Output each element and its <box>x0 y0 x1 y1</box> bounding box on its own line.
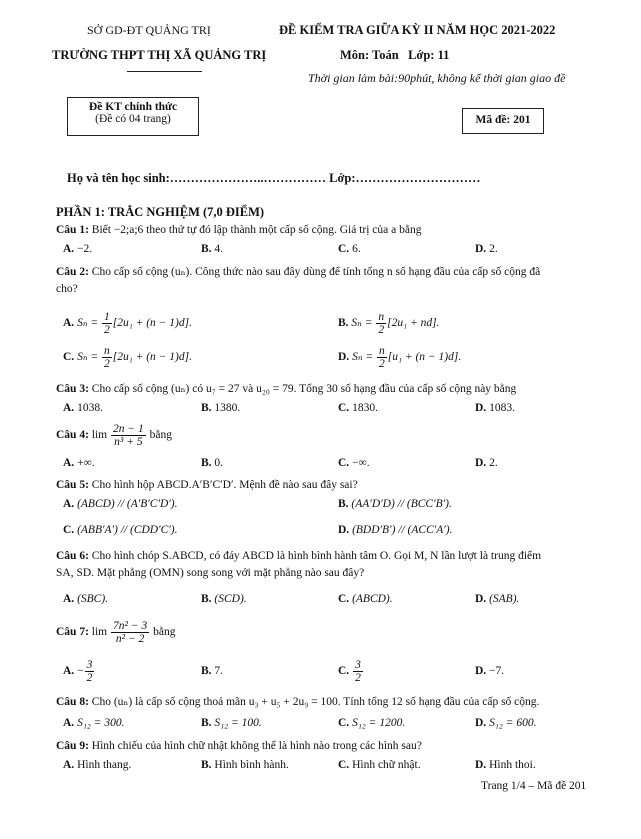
q8-option-d[interactable]: D. S₁₂ = 600. <box>475 717 537 729</box>
code-box <box>462 108 544 134</box>
q7-option-c[interactable]: C. $\frac{3}{2}$ <box>338 659 361 684</box>
q7-option-d[interactable]: D. −7. <box>475 665 505 677</box>
question-6 <box>56 548 611 582</box>
q8-option-c[interactable]: C. S₁₂ = 1200. <box>338 717 406 729</box>
q8-label: Câu 8: <box>56 696 89 708</box>
exam-code: Mã đề: 201 <box>475 114 531 126</box>
dept-name: SỞ GD-ĐT QUẢNG TRỊ <box>87 23 211 37</box>
q4-option-a[interactable]: A. +∞. <box>63 457 95 469</box>
q9-option-b[interactable]: B. Hình bình hành. <box>201 759 289 771</box>
q2-option-a[interactable]: A. Sₙ = $\frac{1}{2}$ [2u₁ + (n − 1)d]. <box>63 311 192 336</box>
subject-line: Môn: Toán Lớp: 11 <box>340 48 450 62</box>
section-title: PHẦN 1: TRẮC NGHIỆM (7,0 ĐIỂM) <box>56 205 265 219</box>
q7-label: Câu 7: <box>56 626 89 639</box>
q3-option-a[interactable]: A. 1038. <box>63 402 103 414</box>
page-footer: Trang 1/4 – Mã đề 201 <box>481 780 587 792</box>
q6-option-a[interactable]: A. (SBC). <box>63 593 109 605</box>
q9-option-c[interactable]: C. Hình chữ nhật. <box>338 759 421 771</box>
official-label: Đề KT chính thức <box>88 101 178 113</box>
q9-text: Hình chiếu của hình chữ nhật không thể là hình nào trong các hình sau? <box>91 740 422 752</box>
q6-option-b[interactable]: B. (SCD). <box>201 593 247 605</box>
pages-label: (Đề có 04 trang) <box>95 113 171 125</box>
q4-option-b[interactable]: B. 0. <box>201 457 224 469</box>
question-7: Câu 7: lim $\frac{\text{7n² − 3}}{\text{n² − 2}}$ bằng <box>56 620 176 645</box>
q7-option-b[interactable]: B. 7. <box>201 665 224 677</box>
q3-text: Cho cấp số cộng (uₙ) có u₇ = 27 và u₂₀ = 79. Tổng 30 số hạng đầu của cấp số cộng này bằng <box>91 383 517 395</box>
q3-label: Câu 3: <box>56 383 89 395</box>
question-9 <box>56 738 611 755</box>
q6-option-c[interactable]: C. (ABCD). <box>338 593 393 605</box>
q1-label: Câu 1: <box>56 224 89 236</box>
time-line: Thời gian làm bài:90phút, không kể thời gian giao đề <box>308 71 566 85</box>
q3-option-c[interactable]: C. 1830. <box>338 402 378 414</box>
q7-option-a[interactable]: A. − $\frac{3}{2}$ <box>63 659 93 684</box>
q1-option-d[interactable]: D. 2. <box>475 243 498 255</box>
q4-label: Câu 4: <box>56 429 89 442</box>
q1-option-b[interactable]: B. 4. <box>201 243 224 255</box>
q1-text: Biết −2;a;6 theo thứ tự đó lập thành một cấp số cộng. Giá trị của a bằng <box>91 224 422 236</box>
q3-option-d[interactable]: D. 1083. <box>475 402 515 414</box>
q2-option-d[interactable]: D. Sₙ = $\frac{n}{2}$ [u₁ + (n − 1)d]. <box>338 345 462 370</box>
q1-option-c[interactable]: C. 6. <box>338 243 361 255</box>
q5-label: Câu 5: <box>56 479 89 491</box>
q9-option-a[interactable]: A. Hình thang. <box>63 759 132 771</box>
q8-text: Cho (uₙ) là cấp số cộng thoả mãn u₃ + u₅ + 2u₉ = 100. Tính tổng 12 số hạng đầu của cấp số cộng. <box>91 696 540 708</box>
student-line: Họ và tên học sinh:…………………..…………… Lớp:………………………… <box>67 171 481 185</box>
q9-label: Câu 9: <box>56 740 89 752</box>
q2-label: Câu 2: <box>56 266 89 278</box>
q8-option-b[interactable]: B. S₁₂ = 100. <box>201 717 262 729</box>
q5-text: Cho hình hộp ABCD.A′B′C′D′. Mệnh đề nào sau đây sai? <box>91 479 358 491</box>
question-1 <box>56 222 611 239</box>
q5-option-b[interactable]: B. (AA′D′D) // (BCC′B′). <box>338 498 452 510</box>
q1-option-a[interactable]: A. −2. <box>63 243 93 255</box>
q3-option-b[interactable]: B. 1380. <box>201 402 241 414</box>
q6-option-d[interactable]: D. (SAB). <box>475 593 520 605</box>
q2-text: Cho cấp số cộng (uₙ). Công thức nào sau đây dùng để tính tổng n số hạng đầu của cấp số cộng đã <box>91 266 541 278</box>
q6-label: Câu 6: <box>56 550 89 562</box>
question-8 <box>56 694 611 711</box>
q4-fraction: $\frac{2n - 1}{\text{n³ + 5}}$ <box>113 423 144 448</box>
question-3 <box>56 381 611 398</box>
question-2 <box>56 264 611 298</box>
q2-text-cont: cho? <box>56 283 78 295</box>
official-box <box>67 97 199 136</box>
q6-text: Cho hình chóp S.ABCD, có đáy ABCD là hình bình hành tâm O. Gọi M, N lần lượt là trung điểm <box>91 550 542 562</box>
q9-option-d[interactable]: D. Hình thoi. <box>475 759 536 771</box>
school-name: TRƯỜNG THPT THỊ XÃ QUẢNG TRỊ <box>52 48 267 62</box>
exam-title: ĐỀ KIỂM TRA GIỮA KỲ II NĂM HỌC 2021-2022 <box>279 23 556 37</box>
question-4: Câu 4: lim $\frac{2n - 1}{\text{n³ + 5}}$ bằng <box>56 423 172 448</box>
q2-option-c[interactable]: C. Sₙ = $\frac{n}{2}$ [2u₁ + (n − 1)d]. <box>63 345 192 370</box>
q5-option-a[interactable]: A. (ABCD) // (A′B′C′D′). <box>63 498 178 510</box>
q5-option-d[interactable]: D. (BDD′B′) // (ACC′A′). <box>338 524 453 536</box>
school-underline <box>127 71 202 72</box>
question-5 <box>56 477 611 494</box>
q5-option-c[interactable]: C. (ABB′A′) // (CDD′C′). <box>63 524 178 536</box>
q7-fraction: $\frac{\text{7n² − 3}}{\text{n² − 2}}$ <box>113 620 148 645</box>
q4-option-d[interactable]: D. 2. <box>475 457 498 469</box>
q2-option-b[interactable]: B. Sₙ = $\frac{n}{2}$ [2u₁ + nd]. <box>338 311 440 336</box>
q6-text-cont: SA, SD. Mặt phẳng (OMN) song song với mặt phẳng nào sau đây? <box>56 567 365 579</box>
q4-option-c[interactable]: C. −∞. <box>338 457 370 469</box>
q8-option-a[interactable]: A. S₁₂ = 300. <box>63 717 125 729</box>
